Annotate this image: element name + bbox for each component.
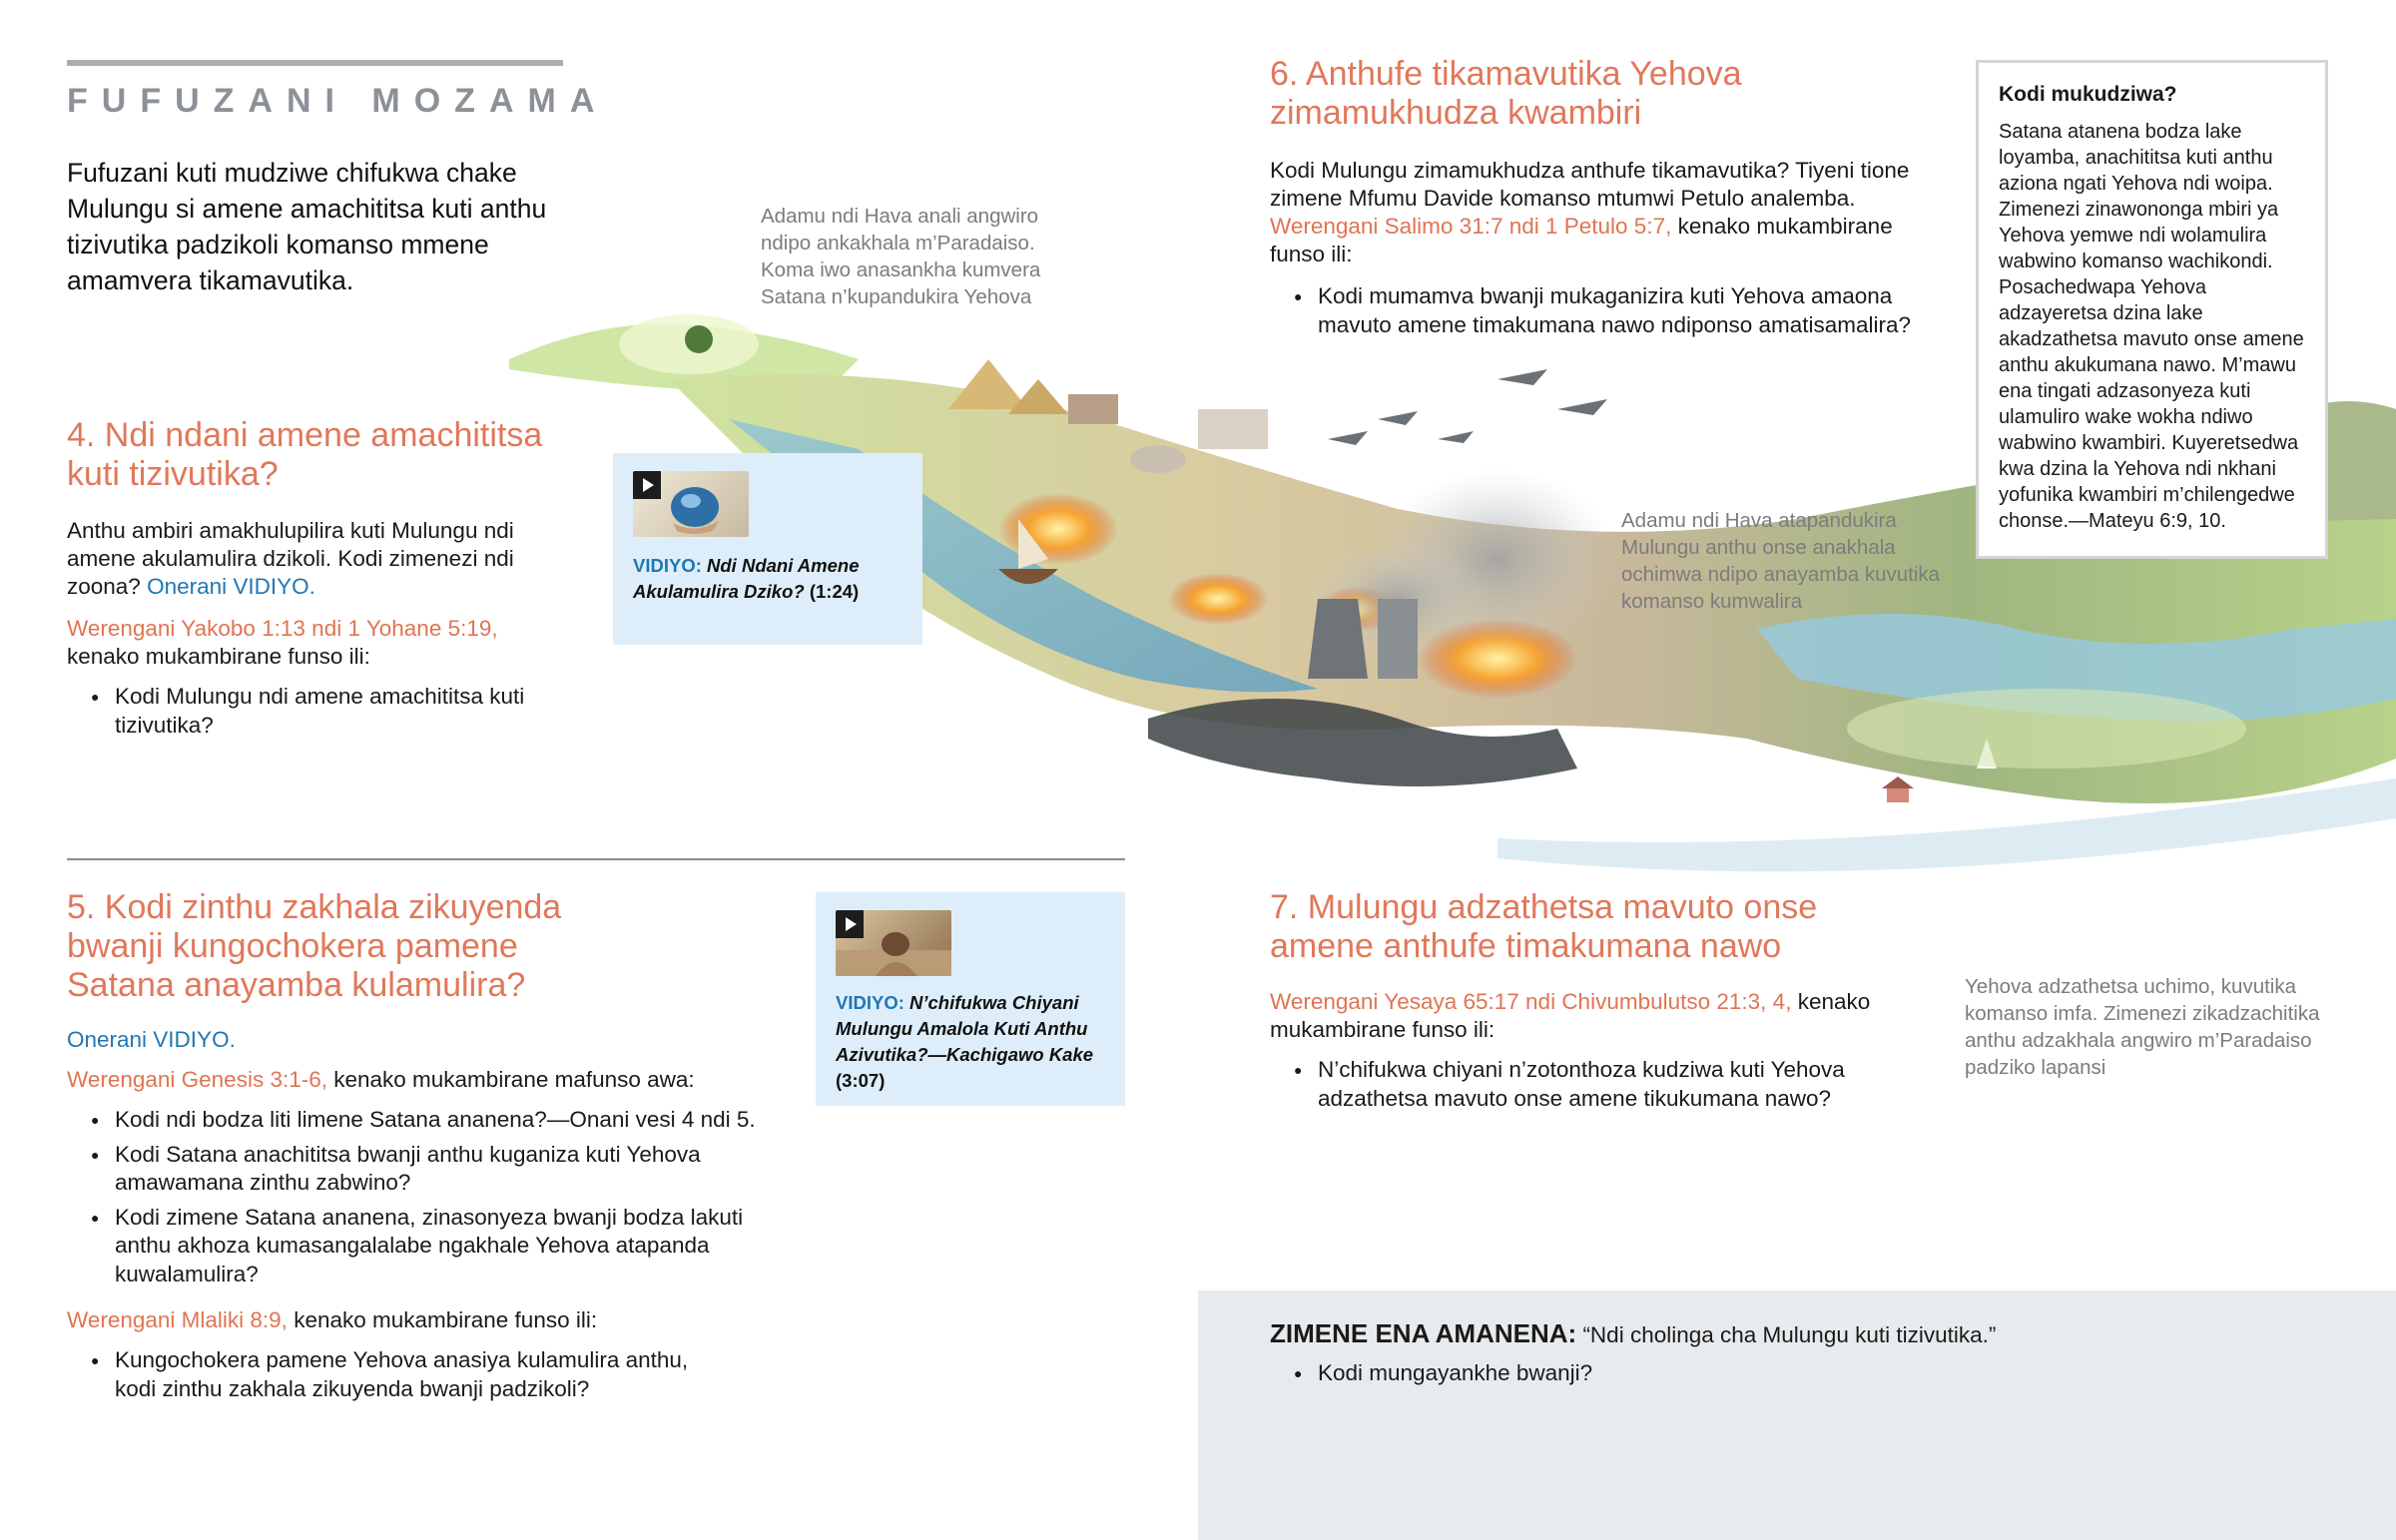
section-5-body bbox=[67, 1026, 806, 1409]
watch-video-link[interactable]: Onerani VIDIYO. bbox=[67, 1027, 236, 1052]
play-icon[interactable] bbox=[836, 910, 864, 938]
conclusion-label: ZIMENE ENA AMANENA: bbox=[1270, 1318, 1577, 1348]
video-duration: (1:24) bbox=[804, 581, 860, 602]
read-instruction: kenako mukambirane funso ili: bbox=[1270, 214, 1893, 266]
video-thumbnail[interactable] bbox=[836, 910, 951, 976]
section-4-text: Anthu ambiri amakhulupilira kuti Mulungu ndi amene akulamulira dzikoli. Kodi zimenezi ndi zoona? bbox=[67, 518, 514, 599]
section-6-body bbox=[1270, 157, 1939, 345]
section-5-title: 5. Kodi zinthu zakhala zikuyenda bwanji kungochokera pamene Satana anayamba kulamulira? bbox=[67, 888, 562, 1004]
video-label: VIDIYO: bbox=[836, 992, 904, 1013]
video-title[interactable]: Ndi Ndani Amene Akulamulira Dziko? bbox=[633, 555, 860, 602]
scripture-reference[interactable]: Werengani Salimo 31:7 ndi 1 Petulo 5:7, bbox=[1270, 214, 1672, 239]
section-6-text: Kodi Mulungu zimamukhudza anthufe tikamavutika? Tiyeni tione zimene Mfumu Davide komanso mtumwi Petulo analemba. bbox=[1270, 158, 1910, 211]
caption-rebellion: Adamu ndi Hava atapandukira Mulungu anthu onse anakhala ochimwa ndipo anayamba kuvutika komanso kumwalira bbox=[1621, 509, 1941, 613]
section-7-title: 7. Mulungu adzathetsa mavuto onse amene anthufe timakumana nawo bbox=[1270, 888, 1818, 965]
play-icon[interactable] bbox=[633, 471, 661, 499]
read-instruction: kenako mukambirane funso ili: bbox=[1270, 989, 1871, 1042]
caption-paradise: Adamu ndi Hava anali angwiro ndipo ankakhala m’Paradaiso. Koma iwo anasankha kumvera Satana n’kupandukira Yehova bbox=[761, 205, 1041, 308]
section-7-body bbox=[1270, 988, 1929, 1119]
discussion-question: ● N’chifukwa chiyani n’zotonthoza kudziwa kuti Yehova adzathetsa mavuto onse amene tikukumana nawo? bbox=[1270, 1056, 1929, 1113]
video-card-section-5[interactable] bbox=[816, 892, 1125, 1106]
scripture-reference[interactable]: Werengani Genesis 3:1-6, bbox=[67, 1067, 327, 1092]
section-4-body bbox=[67, 517, 546, 746]
video-title[interactable]: N’chifukwa Chiyani Mulungu Amalola Kuti Anthu Azivutika?—Kachigawo Kake bbox=[836, 992, 1094, 1065]
scripture-reference[interactable]: Werengani Yakobo 1:13 ndi 1 Yohane 5:19, bbox=[67, 616, 498, 641]
scripture-reference[interactable]: Werengani Mlaliki 8:9, bbox=[67, 1307, 288, 1332]
intro-paragraph: Fufuzani kuti mudziwe chifukwa chake Mulungu si amene amachititsa kuti anthu tizivutika padzikoli komanso mmene amamvera tikamavutika. bbox=[67, 158, 547, 295]
video-duration: (3:07) bbox=[836, 1070, 886, 1091]
kicker-rule bbox=[67, 60, 563, 66]
section-6-title: 6. Anthufe tikamavutika Yehova zimamukhudza kwambiri bbox=[1270, 55, 1742, 132]
video-label: VIDIYO: bbox=[633, 555, 702, 576]
discussion-question: ● Kungochokera pamene Yehova anasiya kulamulira anthu, kodi zinthu zakhala zikuyenda bwanji padzikoli? bbox=[67, 1346, 726, 1403]
discussion-question: ● Kodi Mulungu ndi amene amachititsa kuti tizivutika? bbox=[67, 683, 526, 740]
discussion-question: ● Kodi Satana anachititsa bwanji anthu kuganiza kuti Yehova amawamana zinthu zabwino? bbox=[67, 1141, 766, 1198]
section-divider bbox=[67, 858, 1125, 860]
discussion-question: ● Kodi mungayankhe bwanji? bbox=[1270, 1359, 2268, 1388]
read-instruction: kenako mukambirane funso ili: bbox=[67, 644, 370, 669]
read-instruction: kenako mukambirane funso ili: bbox=[287, 1307, 598, 1332]
discussion-question: ● Kodi zimene Satana ananena, zinasonyeza bwanji bodza lakuti anthu akhoza kumasangalalabe ngakhale Yehova atapanda kuwalamulira? bbox=[67, 1204, 766, 1289]
sidebar-title: Kodi mukudziwa? bbox=[1999, 83, 2177, 106]
video-card-section-4[interactable] bbox=[613, 453, 922, 645]
discussion-question: ● Kodi mumamva bwanji mukaganizira kuti Yehova amaona mavuto amene timakumana nawo ndiponso amatisamalira? bbox=[1270, 282, 1939, 339]
sidebar-body: Satana atanena bodza lake loyamba, anachititsa kuti anthu aziona ngati Yehova ndi woipa. Zimenezi zinawononga mbiri ya Yehova yemwe ndi wolamulira wabwino komanso wachikondi. Posachedwapa Yehova adzayeretsa dzina lake akadzathetsa mavuto onse amene anthu akukumana nawo. M’mawu ena tingati adzasonyeza kuti ulamuliro wake wokha ndiwo wabwino kwambiri. Kuyeretsedwa kwa dzina la Yehova ndi nkhani yofunika kwambiri m’chilengedwe chonse.—Mateyu 6:9, 10. bbox=[1999, 121, 2304, 532]
section-4-title: 4. Ndi ndani amene amachititsa kuti tizivutika? bbox=[67, 416, 543, 493]
read-instruction: kenako mukambirane mafunso awa: bbox=[326, 1067, 695, 1092]
watch-video-link[interactable]: Onerani VIDIYO. bbox=[147, 574, 315, 599]
video-thumbnail[interactable] bbox=[633, 471, 749, 537]
discussion-question: ● Kodi ndi bodza liti limene Satana ananena?—Onani vesi 4 ndi 5. bbox=[67, 1106, 806, 1135]
did-you-know-sidebar bbox=[1976, 60, 2328, 559]
conclusion-quote: “Ndi cholinga cha Mulungu kuti tizivutika.” bbox=[1576, 1322, 1997, 1347]
page-kicker: FUFUZANI MOZAMA bbox=[67, 82, 609, 120]
scripture-reference[interactable]: Werengani Yesaya 65:17 ndi Chivumbulutso 21:3, 4, bbox=[1270, 989, 1792, 1014]
conclusion-content bbox=[1270, 1317, 2268, 1394]
caption-future: Yehova adzathetsa uchimo, kuvutika komanso imfa. Zimenezi zikadzachitika anthu adzakhala angwiro m’Paradaiso padziko lapansi bbox=[1965, 975, 2320, 1079]
